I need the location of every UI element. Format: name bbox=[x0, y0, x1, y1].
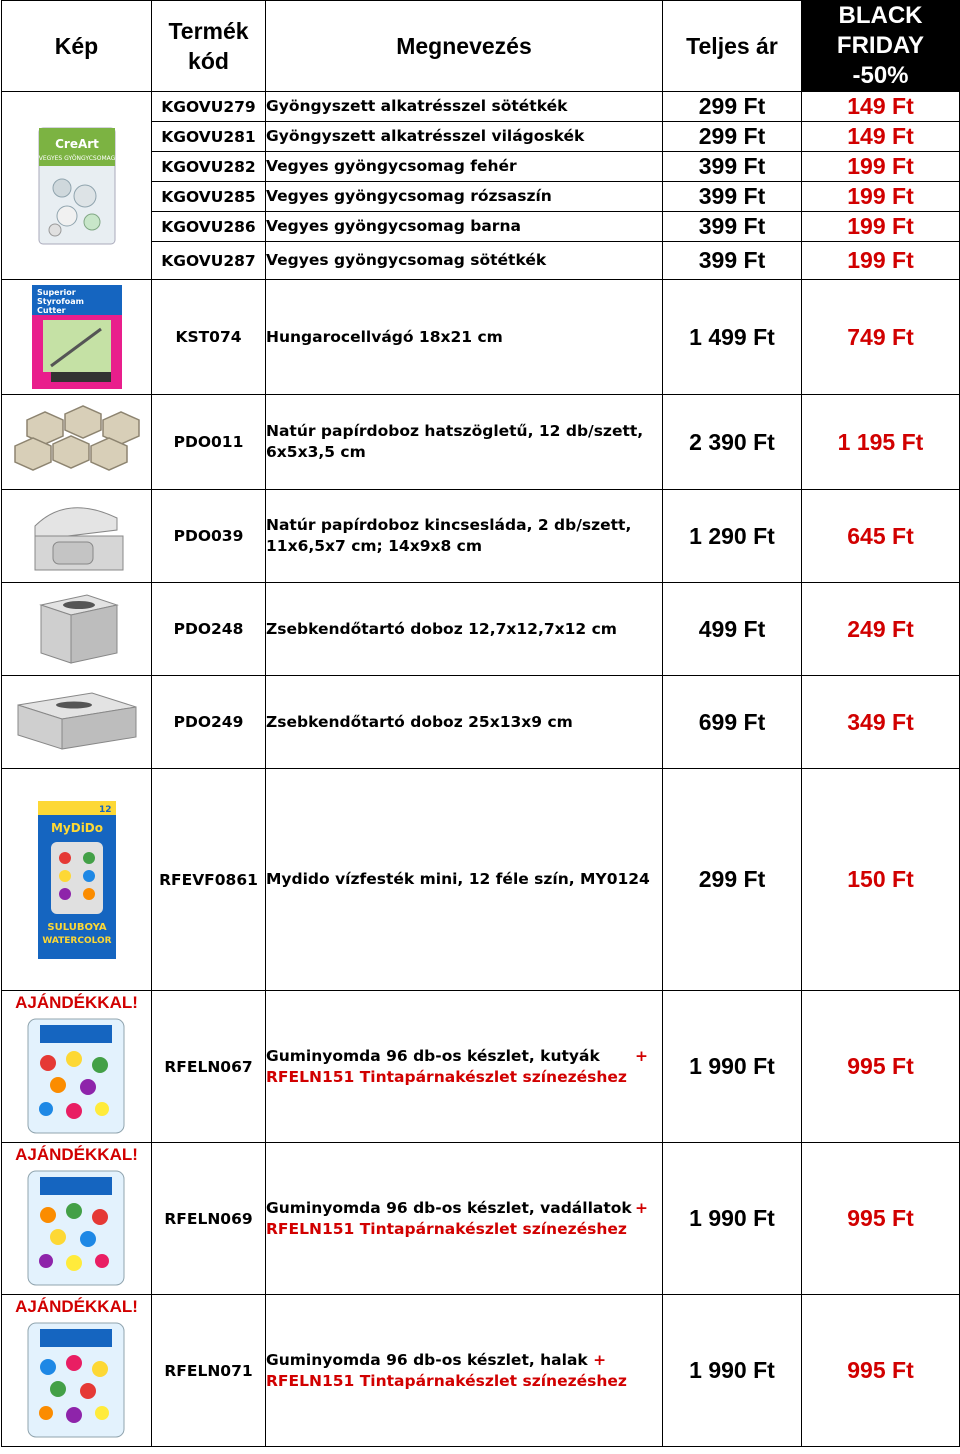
table-row bbox=[2, 991, 960, 1143]
name-line2: RFELN151 Tintapárnakészlet színezéshez bbox=[266, 1067, 627, 1086]
table-row bbox=[2, 1143, 960, 1295]
name-line1: Guminyomda 96 db-os készlet, halak bbox=[266, 1350, 588, 1369]
full-price: 399 Ft bbox=[663, 182, 802, 212]
name-line1-row bbox=[266, 1350, 662, 1371]
product-code: KGOVU281 bbox=[152, 122, 266, 152]
header-row bbox=[2, 1, 960, 92]
name-line1: Zsebkendőtartó doboz 25x13x9 cm bbox=[266, 712, 573, 731]
product-name bbox=[266, 1295, 663, 1447]
name-line2: RFELN151 Tintapárnakészlet színezéshez bbox=[266, 1219, 627, 1238]
beads-package-icon bbox=[37, 126, 117, 246]
foam-label3: Cutter bbox=[36, 306, 66, 315]
header-black-friday bbox=[802, 1, 960, 92]
sale-price: 199 Ft bbox=[802, 242, 960, 280]
product-code: KGOVU282 bbox=[152, 152, 266, 182]
name-line2: 6x5x3,5 cm bbox=[266, 443, 366, 461]
product-name: Gyöngyszett alkatrésszel világoskék bbox=[266, 122, 663, 152]
watercolor-icon bbox=[37, 800, 117, 960]
price-table bbox=[1, 0, 960, 1447]
stamp-set-image bbox=[2, 1143, 152, 1295]
gift-label: AJÁNDÉKKAL! bbox=[15, 993, 138, 1012]
full-price: 2 390 Ft bbox=[663, 395, 802, 490]
product-code: KGOVU285 bbox=[152, 182, 266, 212]
product-name bbox=[266, 395, 663, 490]
watercolor-image bbox=[2, 769, 152, 991]
full-price: 299 Ft bbox=[663, 122, 802, 152]
name-line2: RFELN151 Tintapárnakészlet színezéshez bbox=[266, 1371, 627, 1390]
full-price: 399 Ft bbox=[663, 212, 802, 242]
gift-label: AJÁNDÉKKAL! bbox=[15, 1145, 138, 1164]
product-name bbox=[266, 280, 663, 395]
sale-price: 149 Ft bbox=[802, 122, 960, 152]
table-row bbox=[2, 395, 960, 490]
name-line1: Mydido vízfesték mini, 12 féle szín, MY0124 bbox=[266, 870, 650, 888]
product-code: RFEVF0861 bbox=[152, 769, 266, 991]
paint-brand: MyDiDo bbox=[50, 820, 103, 835]
product-code: RFELN071 bbox=[152, 1295, 266, 1447]
table-row bbox=[2, 676, 960, 769]
full-price: 699 Ft bbox=[663, 676, 802, 769]
hexagon-boxes-icon bbox=[7, 402, 147, 482]
product-name bbox=[266, 490, 663, 583]
product-name bbox=[266, 991, 663, 1143]
stamp-set-icon bbox=[18, 1319, 134, 1441]
sale-price: 249 Ft bbox=[802, 583, 960, 676]
name-line1: Guminyomda 96 db-os készlet, vadállatok bbox=[266, 1198, 632, 1217]
product-name: Vegyes gyöngycsomag barna bbox=[266, 212, 663, 242]
name-line1: Hungarocellvágó 18x21 cm bbox=[266, 327, 503, 346]
paint-label1: SULUBOYA bbox=[46, 921, 107, 933]
sale-price: 995 Ft bbox=[802, 1295, 960, 1447]
stamp-set-image bbox=[2, 991, 152, 1143]
sale-price: 199 Ft bbox=[802, 152, 960, 182]
table-row bbox=[2, 92, 960, 122]
foam-label1: Superior bbox=[36, 288, 76, 297]
header-teljes-ar: Teljes ár bbox=[663, 1, 802, 92]
product-name bbox=[266, 583, 663, 676]
tissue-box-long-image bbox=[2, 676, 152, 769]
tissue-box-cube-image bbox=[2, 583, 152, 676]
stamp-set-image bbox=[2, 1295, 152, 1447]
product-code: PDO248 bbox=[152, 583, 266, 676]
tissue-box-cube-icon bbox=[27, 589, 127, 669]
name-line1: Natúr papírdoboz kincsesláda, 2 db/szett, bbox=[266, 516, 632, 534]
product-code: KGOVU286 bbox=[152, 212, 266, 242]
paint-count: 12 bbox=[98, 804, 112, 815]
treasure-chest-icon bbox=[17, 496, 137, 576]
product-name: Gyöngyszett alkatrésszel sötétkék bbox=[266, 92, 663, 122]
sale-price: 199 Ft bbox=[802, 212, 960, 242]
full-price: 499 Ft bbox=[663, 583, 802, 676]
beads-brand: CreArt bbox=[54, 136, 99, 151]
paint-label2: WATERCOLOR bbox=[41, 935, 112, 946]
foam-cutter-image bbox=[2, 280, 152, 395]
product-code: PDO249 bbox=[152, 676, 266, 769]
table-row bbox=[2, 769, 960, 991]
sale-price: 1 195 Ft bbox=[802, 395, 960, 490]
product-name: Vegyes gyöngycsomag sötétkék bbox=[266, 242, 663, 280]
sale-price: 995 Ft bbox=[802, 1143, 960, 1295]
stamp-set-icon bbox=[18, 1015, 134, 1137]
full-price: 1 990 Ft bbox=[663, 1143, 802, 1295]
table-row bbox=[2, 280, 960, 395]
sale-price: 995 Ft bbox=[802, 991, 960, 1143]
name-line1: Zsebkendőtartó doboz 12,7x12,7x12 cm bbox=[266, 619, 617, 638]
black-friday-line2: FRIDAY bbox=[836, 32, 925, 59]
header-megnevezes: Megnevezés bbox=[266, 1, 663, 92]
sale-price: 150 Ft bbox=[802, 769, 960, 991]
beads-label: VEGYES GYÖNGYCSOMAG bbox=[38, 154, 115, 162]
product-name bbox=[266, 1143, 663, 1295]
table-row bbox=[2, 490, 960, 583]
sale-price: 199 Ft bbox=[802, 182, 960, 212]
table-row bbox=[2, 1295, 960, 1447]
sale-price: 645 Ft bbox=[802, 490, 960, 583]
sale-price: 749 Ft bbox=[802, 280, 960, 395]
product-name: Vegyes gyöngycsomag rózsaszín bbox=[266, 182, 663, 212]
stamp-set-icon bbox=[18, 1167, 134, 1289]
product-code: PDO011 bbox=[152, 395, 266, 490]
full-price: 299 Ft bbox=[663, 769, 802, 991]
plus-sign: + bbox=[635, 1198, 648, 1217]
foam-cutter-icon bbox=[31, 284, 123, 390]
beads-image bbox=[2, 92, 152, 280]
header-kep: Kép bbox=[2, 1, 152, 92]
plus-sign: + bbox=[593, 1350, 607, 1369]
full-price: 1 499 Ft bbox=[663, 280, 802, 395]
full-price: 299 Ft bbox=[663, 92, 802, 122]
full-price: 1 990 Ft bbox=[663, 991, 802, 1143]
header-termek-kod: Termék kód bbox=[152, 1, 266, 92]
table-row bbox=[2, 583, 960, 676]
product-code: RFELN069 bbox=[152, 1143, 266, 1295]
name-line1: Guminyomda 96 db-os készlet, kutyák bbox=[266, 1046, 600, 1065]
name-line1: Natúr papírdoboz hatszögletű, 12 db/szett, bbox=[266, 422, 644, 440]
full-price: 1 990 Ft bbox=[663, 1295, 802, 1447]
plus-sign: + bbox=[635, 1046, 648, 1065]
product-code: KST074 bbox=[152, 280, 266, 395]
foam-label2: Styrofoam bbox=[36, 297, 84, 306]
product-code: RFELN067 bbox=[152, 991, 266, 1143]
hexagon-boxes-image bbox=[2, 395, 152, 490]
product-name: Vegyes gyöngycsomag fehér bbox=[266, 152, 663, 182]
product-code: KGOVU279 bbox=[152, 92, 266, 122]
gift-label: AJÁNDÉKKAL! bbox=[15, 1297, 138, 1316]
black-friday-line1: BLACK bbox=[838, 2, 923, 29]
sale-price: 349 Ft bbox=[802, 676, 960, 769]
full-price: 399 Ft bbox=[663, 152, 802, 182]
full-price: 399 Ft bbox=[663, 242, 802, 280]
name-line2: 11x6,5x7 cm; 14x9x8 cm bbox=[266, 537, 483, 555]
name-line1-row bbox=[266, 1046, 662, 1067]
product-name bbox=[266, 769, 663, 991]
treasure-chest-image bbox=[2, 490, 152, 583]
product-code: PDO039 bbox=[152, 490, 266, 583]
product-code: KGOVU287 bbox=[152, 242, 266, 280]
tissue-box-long-icon bbox=[12, 687, 142, 757]
product-name bbox=[266, 676, 663, 769]
full-price: 1 290 Ft bbox=[663, 490, 802, 583]
sale-price: 149 Ft bbox=[802, 92, 960, 122]
black-friday-line3: -50% bbox=[852, 62, 909, 89]
name-line1-row bbox=[266, 1198, 662, 1219]
